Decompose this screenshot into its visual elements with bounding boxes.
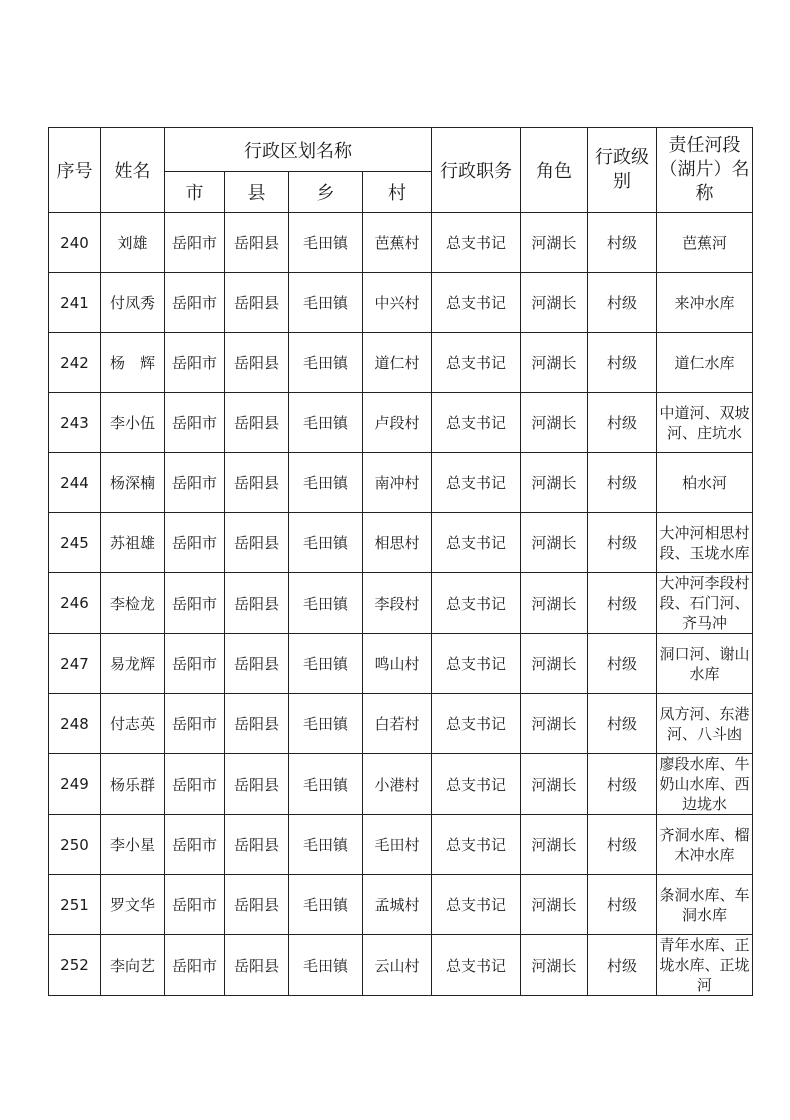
cell-role: 河湖长 <box>521 573 588 634</box>
cell-level: 村级 <box>588 815 657 875</box>
cell-town: 毛田镇 <box>289 935 363 996</box>
cell-level: 村级 <box>588 935 657 996</box>
cell-name: 杨乐群 <box>101 754 165 815</box>
cell-city: 岳阳市 <box>165 513 225 573</box>
cell-position: 总支书记 <box>432 453 521 513</box>
cell-role: 河湖长 <box>521 935 588 996</box>
cell-role: 河湖长 <box>521 273 588 333</box>
cell-city: 岳阳市 <box>165 935 225 996</box>
cell-seq: 243 <box>49 393 101 453</box>
cell-county: 岳阳县 <box>225 634 289 694</box>
table-row <box>49 273 753 333</box>
cell-role: 河湖长 <box>521 754 588 815</box>
cell-county: 岳阳县 <box>225 513 289 573</box>
cell-seq: 244 <box>49 453 101 513</box>
cell-county: 岳阳县 <box>225 935 289 996</box>
cell-county: 岳阳县 <box>225 453 289 513</box>
cell-county: 岳阳县 <box>225 573 289 634</box>
cell-role: 河湖长 <box>521 815 588 875</box>
cell-section: 大冲河相思村段、玉垅水库 <box>657 513 753 573</box>
cell-village: 相思村 <box>363 513 432 573</box>
table-row <box>49 393 753 453</box>
cell-seq: 251 <box>49 875 101 935</box>
cell-village: 道仁村 <box>363 333 432 393</box>
cell-village: 卢段村 <box>363 393 432 453</box>
cell-section: 道仁水库 <box>657 333 753 393</box>
cell-level: 村级 <box>588 875 657 935</box>
cell-position: 总支书记 <box>432 875 521 935</box>
cell-name: 罗文华 <box>101 875 165 935</box>
cell-town: 毛田镇 <box>289 573 363 634</box>
header-town: 乡 <box>289 172 363 213</box>
cell-village: 云山村 <box>363 935 432 996</box>
table-row <box>49 935 753 996</box>
cell-city: 岳阳市 <box>165 573 225 634</box>
cell-name: 李向艺 <box>101 935 165 996</box>
cell-name: 刘雄 <box>101 213 165 273</box>
cell-village: 中兴村 <box>363 273 432 333</box>
cell-seq: 242 <box>49 333 101 393</box>
cell-town: 毛田镇 <box>289 333 363 393</box>
header-level: 行政级别 <box>588 128 657 213</box>
cell-section: 来冲水库 <box>657 273 753 333</box>
header-row-1 <box>49 128 753 172</box>
cell-town: 毛田镇 <box>289 273 363 333</box>
cell-position: 总支书记 <box>432 815 521 875</box>
header-village: 村 <box>363 172 432 213</box>
cell-position: 总支书记 <box>432 935 521 996</box>
cell-name: 杨 辉 <box>101 333 165 393</box>
cell-role: 河湖长 <box>521 333 588 393</box>
cell-section: 凤方河、东港河、八斗凼 <box>657 694 753 754</box>
header-section: 责任河段（湖片）名称 <box>657 128 753 213</box>
cell-level: 村级 <box>588 573 657 634</box>
cell-level: 村级 <box>588 273 657 333</box>
header-seq: 序号 <box>49 128 101 213</box>
cell-city: 岳阳市 <box>165 393 225 453</box>
table-row <box>49 694 753 754</box>
cell-role: 河湖长 <box>521 513 588 573</box>
cell-level: 村级 <box>588 694 657 754</box>
cell-city: 岳阳市 <box>165 213 225 273</box>
cell-section: 青年水库、正垅水库、正垅河 <box>657 935 753 996</box>
table-row <box>49 875 753 935</box>
cell-level: 村级 <box>588 333 657 393</box>
cell-seq: 241 <box>49 273 101 333</box>
cell-position: 总支书记 <box>432 213 521 273</box>
cell-role: 河湖长 <box>521 875 588 935</box>
cell-city: 岳阳市 <box>165 694 225 754</box>
cell-town: 毛田镇 <box>289 815 363 875</box>
cell-position: 总支书记 <box>432 754 521 815</box>
table-row <box>49 573 753 634</box>
cell-position: 总支书记 <box>432 393 521 453</box>
cell-name: 李检龙 <box>101 573 165 634</box>
cell-position: 总支书记 <box>432 333 521 393</box>
cell-name: 李小伍 <box>101 393 165 453</box>
table-body <box>49 213 753 996</box>
cell-seq: 240 <box>49 213 101 273</box>
cell-role: 河湖长 <box>521 694 588 754</box>
cell-county: 岳阳县 <box>225 875 289 935</box>
cell-section: 柏水河 <box>657 453 753 513</box>
cell-city: 岳阳市 <box>165 453 225 513</box>
cell-town: 毛田镇 <box>289 634 363 694</box>
cell-town: 毛田镇 <box>289 875 363 935</box>
header-role: 角色 <box>521 128 588 213</box>
cell-city: 岳阳市 <box>165 273 225 333</box>
cell-seq: 250 <box>49 815 101 875</box>
cell-city: 岳阳市 <box>165 634 225 694</box>
cell-seq: 246 <box>49 573 101 634</box>
cell-role: 河湖长 <box>521 213 588 273</box>
table-row <box>49 634 753 694</box>
cell-section: 芭蕉河 <box>657 213 753 273</box>
header-position: 行政职务 <box>432 128 521 213</box>
table-row <box>49 815 753 875</box>
cell-section: 条洞水库、车洞水库 <box>657 875 753 935</box>
cell-village: 李段村 <box>363 573 432 634</box>
cell-county: 岳阳县 <box>225 213 289 273</box>
cell-village: 鸣山村 <box>363 634 432 694</box>
cell-section: 洞口河、谢山水库 <box>657 634 753 694</box>
cell-city: 岳阳市 <box>165 333 225 393</box>
cell-county: 岳阳县 <box>225 333 289 393</box>
cell-position: 总支书记 <box>432 634 521 694</box>
cell-seq: 247 <box>49 634 101 694</box>
table-row <box>49 754 753 815</box>
cell-town: 毛田镇 <box>289 453 363 513</box>
cell-town: 毛田镇 <box>289 754 363 815</box>
cell-town: 毛田镇 <box>289 694 363 754</box>
header-name: 姓名 <box>101 128 165 213</box>
cell-level: 村级 <box>588 393 657 453</box>
cell-section: 中道河、双坡河、庄坑水 <box>657 393 753 453</box>
cell-seq: 252 <box>49 935 101 996</box>
cell-city: 岳阳市 <box>165 754 225 815</box>
cell-county: 岳阳县 <box>225 815 289 875</box>
cell-city: 岳阳市 <box>165 815 225 875</box>
cell-section: 廖段水库、牛奶山水库、西边垅水 <box>657 754 753 815</box>
table-row <box>49 213 753 273</box>
header-city: 市 <box>165 172 225 213</box>
cell-county: 岳阳县 <box>225 273 289 333</box>
cell-level: 村级 <box>588 513 657 573</box>
cell-seq: 249 <box>49 754 101 815</box>
cell-level: 村级 <box>588 453 657 513</box>
cell-name: 易龙辉 <box>101 634 165 694</box>
cell-role: 河湖长 <box>521 393 588 453</box>
cell-village: 孟城村 <box>363 875 432 935</box>
cell-role: 河湖长 <box>521 634 588 694</box>
cell-seq: 248 <box>49 694 101 754</box>
cell-city: 岳阳市 <box>165 875 225 935</box>
river-chief-table <box>48 127 753 996</box>
table-row <box>49 453 753 513</box>
cell-county: 岳阳县 <box>225 694 289 754</box>
cell-name: 付凤秀 <box>101 273 165 333</box>
cell-name: 苏祖雄 <box>101 513 165 573</box>
table-row <box>49 513 753 573</box>
cell-village: 南冲村 <box>363 453 432 513</box>
cell-county: 岳阳县 <box>225 393 289 453</box>
cell-level: 村级 <box>588 213 657 273</box>
cell-role: 河湖长 <box>521 453 588 513</box>
cell-section: 大冲河李段村段、石门河、齐马冲 <box>657 573 753 634</box>
cell-name: 杨深楠 <box>101 453 165 513</box>
cell-town: 毛田镇 <box>289 393 363 453</box>
cell-name: 李小星 <box>101 815 165 875</box>
cell-position: 总支书记 <box>432 513 521 573</box>
cell-position: 总支书记 <box>432 273 521 333</box>
cell-seq: 245 <box>49 513 101 573</box>
table-row <box>49 333 753 393</box>
cell-town: 毛田镇 <box>289 213 363 273</box>
cell-village: 白若村 <box>363 694 432 754</box>
cell-section: 齐洞水库、榴木冲水库 <box>657 815 753 875</box>
cell-town: 毛田镇 <box>289 513 363 573</box>
cell-village: 毛田村 <box>363 815 432 875</box>
cell-county: 岳阳县 <box>225 754 289 815</box>
cell-village: 小港村 <box>363 754 432 815</box>
cell-name: 付志英 <box>101 694 165 754</box>
cell-village: 芭蕉村 <box>363 213 432 273</box>
header-region: 行政区划名称 <box>165 128 432 172</box>
cell-level: 村级 <box>588 634 657 694</box>
cell-position: 总支书记 <box>432 573 521 634</box>
cell-position: 总支书记 <box>432 694 521 754</box>
header-county: 县 <box>225 172 289 213</box>
cell-level: 村级 <box>588 754 657 815</box>
